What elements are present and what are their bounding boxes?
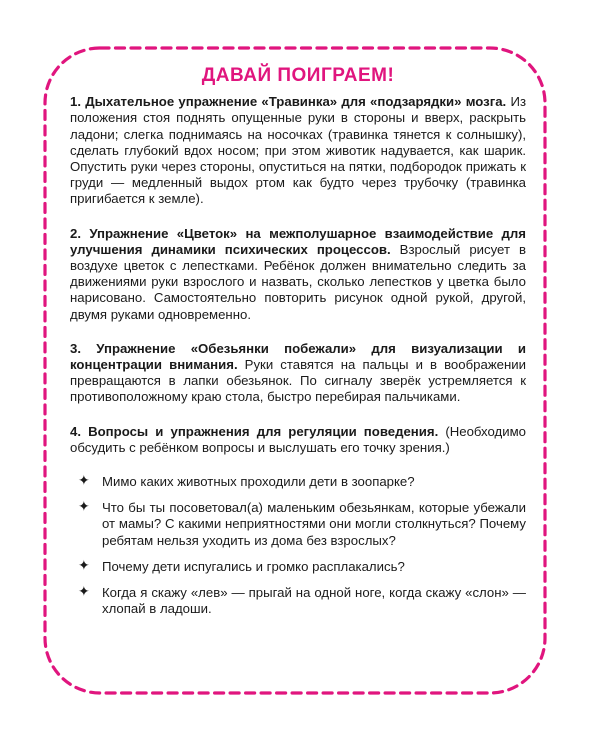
list-item [70,500,526,549]
list-item-text: Почему дети испугались и громко расплакались? [102,558,405,574]
exercise-1-heading: 1. Дыхательное упражнение «Травинка» для «подзарядки» мозга. [70,94,507,110]
star-bullet-icon: ✦ [78,557,90,574]
list-item [70,585,526,617]
star-bullet-icon: ✦ [78,499,90,516]
list-item-text: Что бы ты посоветовал(а) маленьким обезьянкам, которые убежали от мамы? С какими неприятностями они могли столкнуться? Почему ребятам нельзя уходить из дома без взрослых? [102,500,526,548]
list-item [70,559,526,575]
exercise-3 [70,341,526,406]
content-block [70,65,527,627]
exercise-4 [70,424,526,456]
exercise-2-heading: 2. Упражнение «Цветок» на межполушарное взаимодействие для улучшения динамики психических процессов. [70,225,526,257]
exercise-2-text: Взрослый рисует в воздухе цветок с лепестками. Ребёнок должен внимательно следить за движениями руки взрослого и назвать, сколько лепестков у цветка было нарисовано. Самостоятельно повторить рисунок одной рукой, другой, двумя руками одновременно. [70,241,526,322]
exercise-4-heading: 4. Вопросы и упражнения для регуляции поведения. [70,423,439,439]
page-title: ДАВАЙ ПОИГРАЕМ! [201,65,395,86]
exercise-1 [70,94,526,207]
exercise-3-text: Руки ставятся на пальцы и в воображении превращаются в лапки обезьянок. По сигналу зверёк устремляется к противоположному краю стола, быстро перебирая пальчиками. [70,357,526,405]
question-list [70,474,526,617]
list-item [70,474,526,490]
star-bullet-icon: ✦ [78,584,90,601]
exercise-3-heading: 3. Упражнение «Обезьянки побежали» для визуализации и концентрации внимания. [70,340,526,373]
exercise-2 [70,226,526,323]
star-bullet-icon: ✦ [78,473,90,490]
list-item-text: Мимо каких животных проходили дети в зоопарке? [102,474,415,490]
exercise-4-text: (Необходимо обсудить с ребёнком вопросы и выслушать его точку зрения.) [70,423,526,455]
exercise-1-text: Из положения стоя поднять опущенные руки в стороны и вверх, раскрыть ладони; слегка поднимаясь на носочках (травинка тянется к солнышку), сделать глубокий вдох носом; при этом животик надувается, как шарик. Опустить руки через стороны, опуститься на пятки, подбородок прижать к груди — медленный выдох ртом как будто через трубочку (травинка пригибается к земле). [70,94,527,207]
list-item-text: Когда я скажу «лев» — прыгай на одной ноге, когда скажу «слон» — хлопай в ладоши. [102,585,526,617]
